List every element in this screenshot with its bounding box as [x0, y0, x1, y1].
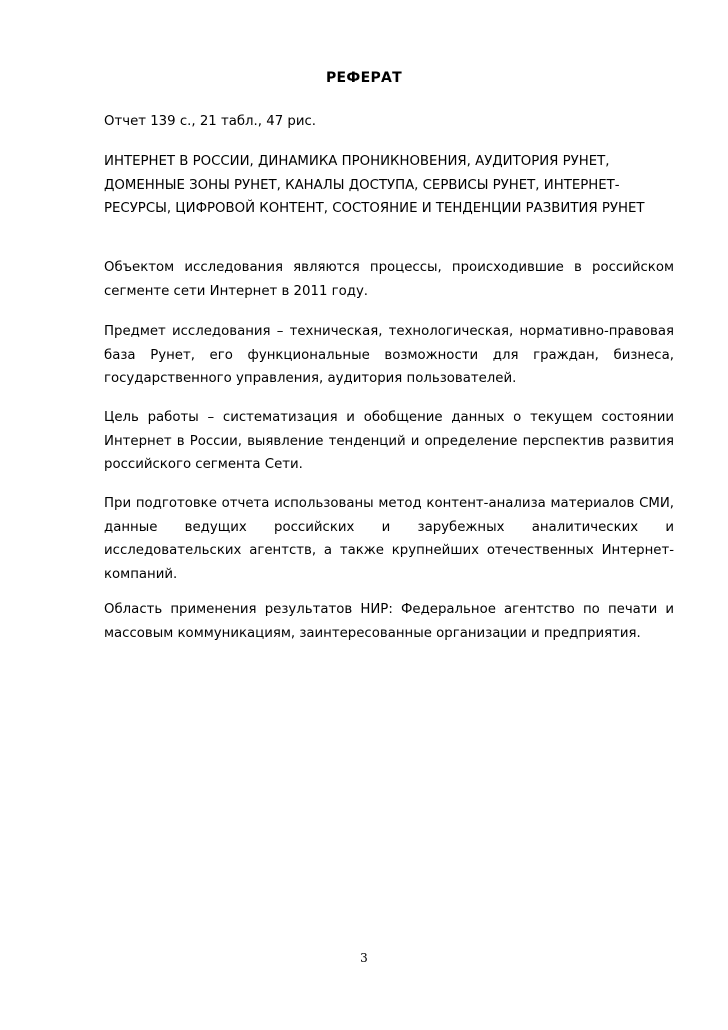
- paragraph-subject: Предмет исследования – техническая, технологическая, нормативно-правовая база Рунет, его функциональные возможности для граждан, бизнеса, государственного управления, аудитория пользователей.: [104, 324, 674, 386]
- document-title: РЕФЕРАТ: [325, 70, 403, 86]
- paragraph-object: Объектом исследования являются процессы, происходившие в российском сегменте сети Интернет в 2011 году.: [104, 260, 674, 299]
- paragraph-application: Область применения результатов НИР: Федеральное агентство по печати и массовым коммуникациям, заинтересованные организации и предприятия.: [104, 602, 674, 641]
- keywords-block: ИНТЕРНЕТ В РОССИИ, ДИНАМИКА ПРОНИКНОВЕНИЯ, АУДИТОРИЯ РУНЕТ, ДОМЕННЫЕ ЗОНЫ РУНЕТ, КАНАЛЫ ДОСТУПА, СЕРВИСЫ РУНЕТ, ИНТЕРНЕТ-РЕСУРСЫ, ЦИФРОВОЙ КОНТЕНТ, СОСТОЯНИЕ И ТЕНДЕНЦИИ РАЗВИТИЯ РУНЕТ: [104, 154, 645, 216]
- summary-line: Отчет 139 с., 21 табл., 47 рис.: [104, 114, 317, 129]
- paragraph-goal: Цель работы – систематизация и обобщение данных о текущем состоянии Интернет в России, выявление тенденций и определение перспектив развития российского сегмента Сети.: [104, 410, 674, 472]
- page-number: 3: [360, 951, 368, 965]
- paragraph-methods: При подготовке отчета использованы метод контент-анализа материалов СМИ, данные ведущих российских и зарубежных аналитических и исследовательских агентств, а также крупнейших отечественных Интернет-компаний.: [104, 496, 674, 582]
